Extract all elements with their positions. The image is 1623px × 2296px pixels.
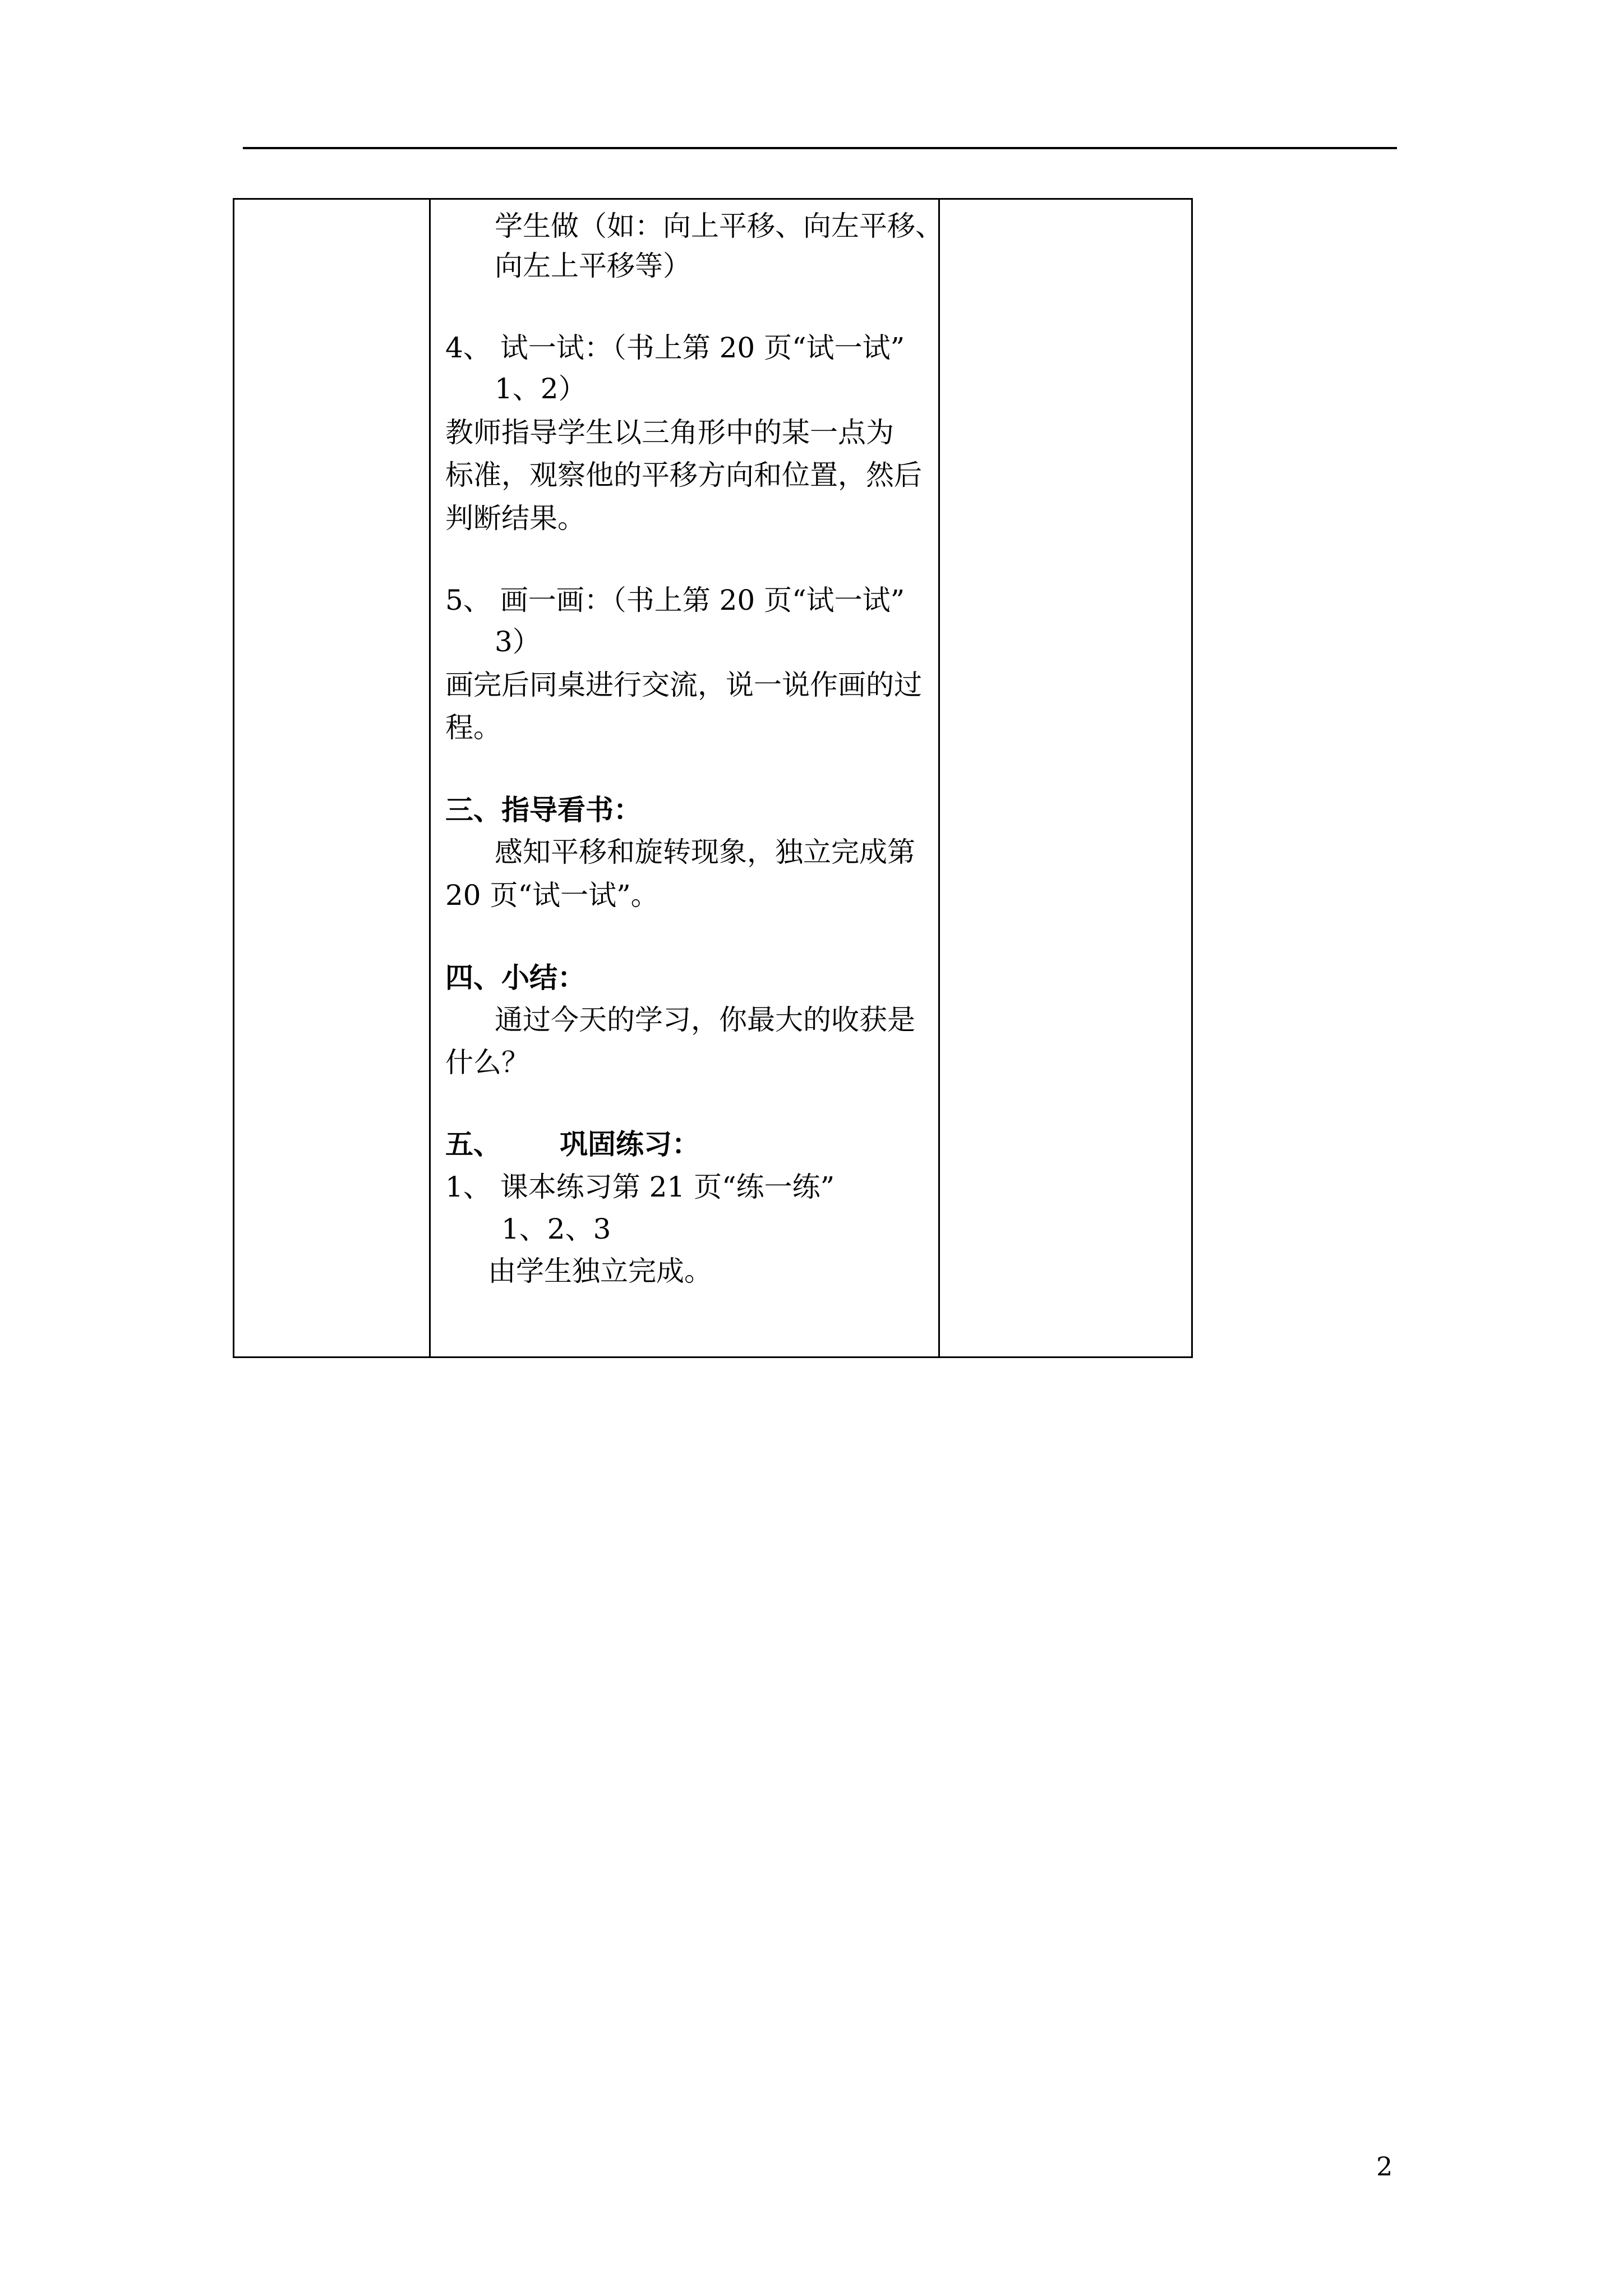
- text-line: 通过今天的学习，你最大的收获是: [495, 1004, 915, 1036]
- text-line: 教师指导学生以三角形中的某一点为: [445, 416, 894, 449]
- step-5-heading: 5、 画一画：（书上第 20 页“试一试”: [445, 584, 905, 616]
- text-line: 感知平移和旋转现象，独立完成第: [495, 836, 915, 868]
- table-column-divider-2: [938, 200, 940, 1356]
- table-column-divider-1: [429, 200, 431, 1356]
- text-line: 3）: [495, 625, 541, 658]
- text-line: 什么？: [445, 1046, 529, 1079]
- text-line: 由学生独立完成。: [488, 1255, 712, 1287]
- section-5-number: 五、: [445, 1128, 501, 1161]
- step-4-heading: 4、 试一试：（书上第 20 页“试一试”: [445, 332, 905, 364]
- text-line: 1、2、3: [501, 1213, 611, 1245]
- text-line: 标准，观察他的平移方向和位置，然后: [445, 459, 922, 491]
- section-5-heading: 巩固练习：: [560, 1128, 700, 1161]
- text-line: 1、 课本练习第 21 页“练一练”: [445, 1171, 835, 1203]
- text-line: 20 页“试一试”。: [445, 879, 659, 912]
- text-line: 程。: [445, 711, 501, 744]
- page-number: 2: [1376, 2151, 1393, 2182]
- text-line: 判断结果。: [445, 502, 585, 535]
- lesson-plan-table: [233, 198, 1193, 1358]
- section-3-heading: 三、指导看书：: [445, 793, 642, 826]
- section-4-heading: 四、小结：: [445, 961, 585, 994]
- text-line: 画完后同桌进行交流，说一说作画的过: [445, 669, 922, 701]
- text-line: 学生做（如：向上平移、向左平移、: [495, 210, 943, 242]
- header-rule: [243, 147, 1397, 149]
- text-line: 向左上平移等）: [495, 250, 691, 282]
- text-line: 1、2）: [495, 372, 587, 405]
- teaching-process-cell: [445, 200, 943, 1356]
